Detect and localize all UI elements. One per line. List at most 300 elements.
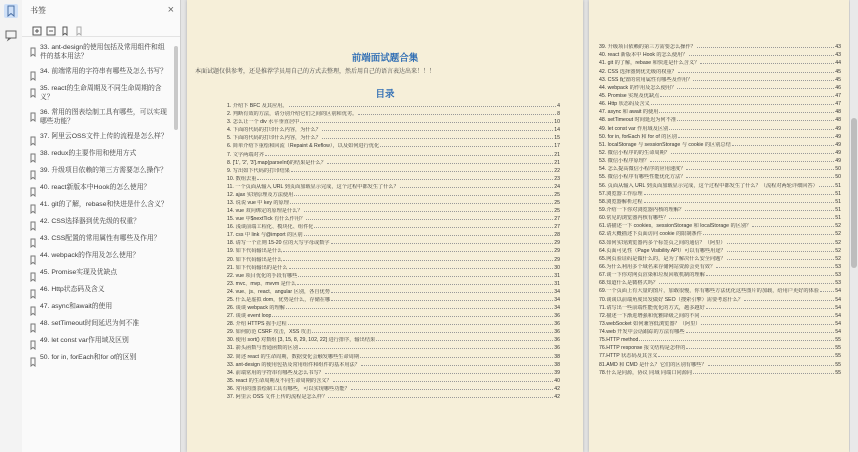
toc-entry-title: 69.一个页面上有大量的图片，加载很慢，你有哪些方法优化这些图片的加载，给用户更好的体验	[599, 288, 819, 295]
toc-entry[interactable]	[599, 335, 841, 343]
bookmark-item[interactable]	[22, 265, 172, 282]
bookmark-item-icon	[28, 85, 38, 95]
toc-entry[interactable]	[599, 107, 841, 115]
toc-entry[interactable]	[599, 221, 841, 229]
bookmark-item-label: 35. react的生命周期及不同生命周期的含义？	[40, 85, 162, 101]
toc-entry-page: 42	[554, 385, 560, 392]
toc-entry-page: 49	[835, 158, 841, 165]
toc-leader	[322, 130, 553, 131]
toc-leader	[358, 114, 556, 115]
toc-leader	[703, 234, 834, 235]
toc-entry-page: 50	[835, 166, 841, 173]
toc-leader	[298, 276, 553, 277]
toc-leader	[380, 146, 553, 147]
bookmark-item-label: 36. 常用的图表绘制工具有哪些，可以实现哪些功能？	[40, 109, 167, 125]
bookmark-list	[22, 40, 172, 452]
toc-entry[interactable]	[599, 164, 841, 172]
toc-entry-page: 34	[554, 296, 560, 303]
bookmark-item[interactable]	[22, 146, 172, 163]
bookmark-item-icon	[28, 167, 38, 177]
toc-entry-page: 28	[554, 232, 560, 239]
toc-leader	[650, 161, 834, 162]
toc-entry[interactable]	[599, 254, 841, 262]
toc-entry-title: 14. vue 双向绑定的原理是什么？	[227, 208, 303, 215]
bookmark-item-icon	[28, 269, 38, 279]
bookmark-item[interactable]	[22, 105, 172, 129]
toc-entry[interactable]	[227, 230, 560, 238]
pdf-page-left	[187, 0, 583, 452]
toc-entry[interactable]	[227, 109, 560, 117]
toc-entry-title: 15. vue 中$nextTick 有什么作用？	[227, 216, 306, 223]
toc-entry[interactable]	[599, 311, 841, 319]
toc-entry[interactable]	[227, 198, 560, 206]
toc-entry[interactable]	[227, 351, 560, 359]
toc-entry[interactable]	[599, 42, 841, 50]
toc-entry-title: 58.浏览器解析过程	[599, 198, 643, 205]
toc-entry[interactable]	[599, 132, 841, 140]
toc-entry-title: 54. 怎么提高微信小程序的应用速度？	[599, 166, 686, 173]
toc-entry[interactable]	[599, 50, 841, 58]
toc-entry-title: 23. mvc、mvp、mvvm 是什么	[227, 280, 297, 287]
bookmark-item-label: 47. async和await的使用	[40, 303, 113, 310]
toc-entry-page: 43	[835, 52, 841, 59]
toc-entry[interactable]	[227, 319, 560, 327]
toc-entry-page: 52	[835, 255, 841, 262]
toc-entry[interactable]	[227, 166, 560, 174]
toc-leader	[700, 63, 834, 64]
toc-entry[interactable]	[227, 376, 560, 384]
toc-leader	[727, 251, 834, 252]
toc-leader	[331, 292, 553, 293]
scrollbar-thumb[interactable]	[851, 118, 857, 268]
toc-entry[interactable]	[599, 99, 841, 107]
bookmark-item[interactable]	[22, 180, 172, 197]
toc-entry-page: 52	[835, 231, 841, 238]
toc-entry-title: 47. async 和 await 的使用	[599, 109, 659, 116]
comment-icon[interactable]	[4, 28, 18, 42]
toc-leader	[331, 243, 554, 244]
toc-leader	[706, 275, 834, 276]
toc-entry-title: 46. Http 状态码及含义	[599, 101, 650, 108]
toc-entry[interactable]	[599, 180, 841, 188]
toc-entry[interactable]	[599, 351, 841, 359]
toc-entry-title: 76.HTTP response 报文结构是怎样的	[599, 345, 686, 352]
bookmark-item[interactable]	[22, 299, 172, 316]
toc-entry[interactable]	[227, 222, 560, 230]
toc-entry[interactable]	[599, 237, 841, 245]
toc-leader	[272, 316, 553, 317]
toc-entry-title: 78.什么是同源，协议 同域 同端口同源同	[599, 369, 693, 376]
toc-leader	[289, 268, 554, 269]
toc-entry-title: 13. 说说 vue 中 key 的原理	[227, 200, 289, 207]
bookmark-item-label: 40. react新版本中Hook的怎么使用？	[40, 184, 151, 191]
toc-entry-page: 48	[835, 109, 841, 116]
collapse-all-icon[interactable]	[46, 23, 56, 33]
bookmark-item-icon	[28, 150, 38, 160]
toc-entry-title: 19. 如下代码输出是什么	[227, 248, 283, 255]
bookmark-item[interactable]	[22, 282, 172, 299]
toc-entry-title: 43. CSS 配置的常用属性有哪些及作用？	[599, 76, 693, 83]
bookmark-item[interactable]	[22, 231, 172, 248]
toc-entry-page: 29	[554, 256, 560, 263]
toc-leader	[325, 373, 553, 374]
toc-entry[interactable]	[227, 190, 560, 198]
toc-leader	[669, 218, 834, 219]
toc-entry[interactable]	[599, 205, 841, 213]
toc-entry[interactable]	[227, 149, 560, 157]
bookmark-item-icon	[28, 252, 38, 262]
toc-leader	[701, 324, 834, 325]
toc-entry[interactable]	[227, 254, 560, 262]
toc-entry[interactable]	[227, 311, 560, 319]
bookmark-item[interactable]	[22, 248, 172, 265]
toc-entry-page: 55	[835, 353, 841, 360]
toc-entry-title: 62.请大概描述下页面访问 cookie 的限制条件	[599, 231, 702, 238]
toc-entry-title: 25. 什么是虚拟 dom，优势是什么，存储在哪	[227, 296, 331, 303]
toc-entry-page: 36	[554, 329, 560, 336]
toc-leader	[677, 120, 834, 121]
toc-entry[interactable]	[599, 343, 841, 351]
toc-entry-title: 8. ['1', '2', '3'].map(parseInt)的结果是什么？	[227, 159, 327, 166]
toc-leader	[297, 284, 553, 285]
toc-leader	[686, 169, 834, 170]
document-title: 前端面试题合集	[351, 53, 419, 64]
bookmark-item[interactable]	[22, 163, 172, 180]
toc-entry-title: 65.网页验证码是做什么的，是为了解决什么安全问题？	[599, 255, 726, 262]
toc-leader	[678, 137, 834, 138]
bookmark-item-label: 43. CSS配置的常用属性有哪些及作用？	[40, 235, 161, 242]
toc-entry[interactable]	[227, 174, 560, 182]
toc-leader	[289, 106, 557, 107]
toc-leader	[265, 155, 553, 156]
toc-entry-title: 21. 如下代码输出的是什么	[227, 264, 288, 271]
toc-leader	[686, 348, 834, 349]
pdf-viewport	[181, 0, 858, 452]
vertical-scrollbar[interactable]	[850, 0, 858, 452]
toc-leader	[659, 112, 834, 113]
toc-entry-title: 41. git 的了解，rebase 和快进是什么含义？	[599, 60, 700, 67]
toc-leader	[304, 211, 554, 212]
toc-entry-title: 16. 浅谈前端工程化、模块化、组件化	[227, 224, 314, 231]
toc-entry-page: 4	[557, 103, 560, 110]
toc-entry[interactable]	[227, 392, 560, 400]
toc-leader	[678, 72, 834, 73]
toc-entry[interactable]	[599, 262, 841, 270]
bookmark-item-label: 33. ant-design的使用包括及常用组件和组件的基本用法？	[40, 44, 165, 60]
bookmark-item-label: 42. CSS选择器到优先级的权重？	[40, 218, 141, 225]
toc-entry-page: 49	[835, 133, 841, 140]
toc-entry[interactable]	[599, 66, 841, 74]
toc-entry-page: 43	[835, 44, 841, 51]
bookmark-item-icon	[28, 68, 38, 78]
toc-entry-page: 52	[835, 239, 841, 246]
add-bookmark-icon[interactable]	[60, 23, 70, 33]
toc-leader	[697, 47, 834, 48]
bookmark-item-label: 45. Promise实现及优缺点	[40, 269, 118, 276]
toc-leader	[660, 96, 834, 97]
toc-leader	[257, 179, 553, 180]
toc-leader	[294, 195, 553, 196]
toc-leader	[732, 145, 834, 146]
toc-entry-page: 52	[835, 223, 841, 230]
toc-leader	[671, 153, 834, 154]
toc-entry-page: 38	[554, 353, 560, 360]
toc-entry-page: 34	[554, 288, 560, 295]
toc-entry-page: 8	[557, 111, 560, 118]
toc-entry-title: 60.常见的浏览器内核有哪些？	[599, 215, 669, 222]
toc-entry[interactable]	[227, 303, 560, 311]
toc-entry-page: 51	[835, 182, 841, 189]
toc-entry-page: 34	[554, 305, 560, 312]
toc-entry[interactable]	[227, 141, 560, 149]
document-intro: 本面试题仅供参考，还是推荐学员用自己的方式去整理，然后用自己的语言表达出来！！！	[195, 69, 436, 75]
toc-entry[interactable]	[599, 270, 841, 278]
bookmark-item[interactable]	[22, 350, 172, 367]
toc-entry-title: 4. 下面的代码的打印什么内容，为什么？	[227, 127, 321, 134]
toc-entry[interactable]	[227, 287, 560, 295]
bookmark-item-icon	[28, 133, 38, 143]
toc-entry-page: 42	[554, 393, 560, 400]
bookmark-item[interactable]	[22, 214, 172, 231]
toc-entry-title: 22. vue 项目优化的手段有哪些	[227, 272, 298, 279]
toc-entry[interactable]	[599, 327, 841, 335]
toc-leader	[299, 348, 553, 349]
toc-entry[interactable]	[599, 172, 841, 180]
toc-entry-title: 12. ajax 实现原理及方法使用	[227, 191, 294, 198]
expand-all-icon[interactable]	[32, 23, 42, 33]
bookmark-item[interactable]	[22, 333, 172, 350]
toc-entry[interactable]	[599, 359, 841, 367]
toc-entry-title: 6. 简单介绍下重绘和回流（Repaint & Reflow），以及如何进行优化	[227, 143, 380, 150]
toc-leader	[361, 365, 553, 366]
toc-entry-page: 54	[835, 296, 841, 303]
toc-entry[interactable]	[227, 214, 560, 222]
toc-entry[interactable]	[227, 384, 560, 392]
toc-entry-page: 38	[554, 361, 560, 368]
toc-entry-title: 11. 一个页面从输入 URL 到页面加载显示完成，这个过程中都发生了什么？	[227, 183, 399, 190]
toc-entry-title: 32. 简述 react 的生命周期，数据变化会触发哪些生命周期	[227, 353, 360, 360]
toc-leader	[716, 267, 834, 268]
bookmark-item[interactable]	[22, 129, 172, 146]
toc-entry[interactable]	[227, 327, 560, 335]
toc-entry[interactable]	[599, 140, 841, 148]
panel-title: 书签	[30, 5, 46, 15]
toc-entry-title: 2. 判断有效的方法，请分别介绍它们之间的区别和优劣。	[227, 111, 358, 118]
toc-entry-title: 64.页面可见性（Page Visibility API）可以有哪些用途？	[599, 247, 726, 254]
toc-entry[interactable]	[227, 133, 560, 141]
toc-leader	[360, 357, 553, 358]
toc-leader	[651, 104, 834, 105]
toc-entry-page: 36	[554, 313, 560, 320]
delete-bookmark-icon[interactable]	[74, 23, 84, 33]
toc-leader	[304, 235, 554, 236]
bookmark-item-icon	[28, 235, 38, 245]
toc-entry[interactable]	[599, 189, 841, 197]
toc-entry-title: 73.webSocket 如何兼容低浏览器？（阿里）	[599, 320, 701, 327]
toc-entry[interactable]	[599, 286, 841, 294]
toc-leader	[706, 308, 834, 309]
toc-entry-title: 59.介绍一下你对浏览器内核的理解？	[599, 206, 685, 213]
toc-entry[interactable]	[599, 115, 841, 123]
toc-entry-page: 45	[835, 68, 841, 75]
toc-leader	[685, 210, 834, 211]
toc-entry-page: 21	[554, 151, 560, 158]
toc-entry-title: 26. 谈谈 webpack 的理解	[227, 305, 285, 312]
bookmark-item-icon	[28, 303, 38, 313]
toc-leader	[331, 300, 553, 301]
bookmark-item-label: 50. for in, forEach和for of的区别	[40, 354, 137, 361]
toc-entry-title: 74.web 开发中会话跟踪的方法有哪些	[599, 329, 685, 336]
toc-entry[interactable]	[599, 229, 841, 237]
toc-entry[interactable]	[227, 101, 560, 109]
toc-entry[interactable]	[599, 368, 841, 376]
toc-entry[interactable]	[599, 148, 841, 156]
toc-leader	[744, 300, 834, 301]
toc-entry[interactable]	[227, 125, 560, 133]
toc-leader	[727, 259, 835, 260]
toc-leader	[312, 332, 553, 333]
toc-entry-title: 10. 数组去重	[227, 175, 257, 182]
toc-leader	[689, 55, 835, 56]
toc-leader	[314, 227, 553, 228]
toc-entry[interactable]	[227, 246, 560, 254]
toc-entry-title: 39. 升级项目依赖的第三方需要怎么操作？	[599, 44, 696, 51]
toc-leader	[300, 122, 553, 123]
toc-entry[interactable]	[599, 75, 841, 83]
bookmark-item-label: 38. redux的主要作用和使用方式	[40, 150, 137, 157]
bookmark-icon[interactable]	[4, 4, 18, 18]
toc-entry-page: 27	[554, 224, 560, 231]
toc-entry-page: 55	[835, 369, 841, 376]
toc-leader	[283, 260, 553, 261]
toc-entry[interactable]	[599, 319, 841, 327]
toc-entry-page: 40	[554, 377, 560, 384]
toc-leader	[677, 88, 834, 89]
toc-entry[interactable]	[227, 238, 560, 246]
toc-entry-title: 5. 下面的代码的打印什么内容，为什么？	[227, 135, 321, 142]
toc-entry[interactable]	[599, 123, 841, 131]
toc-entry[interactable]	[599, 294, 841, 302]
toc-leader	[686, 177, 834, 178]
toc-entry-title: 1. 介绍下 BFC 及其应用。	[227, 103, 288, 110]
toc-entry-page: 31	[554, 272, 560, 279]
toc-entry[interactable]	[599, 246, 841, 254]
toc-entry-page: 22	[554, 167, 560, 174]
toc-entry-page: 52	[835, 247, 841, 254]
bookmark-item-label: 34. 前端常用的字符串有哪些及怎么书写？	[40, 68, 167, 75]
toc-entry-page: 36	[554, 337, 560, 344]
toc-entry-page: 54	[835, 288, 841, 295]
toc-entry[interactable]	[599, 91, 841, 99]
toc-entry-title: 77.HTTP 状态码及其含义	[599, 353, 658, 360]
toc-entry-title: 48. setTimeout 时间延迟为何不准	[599, 117, 677, 124]
toc-leader	[639, 340, 834, 341]
toc-entry-title: 37. 阿里云 OSS 文件上传的流程是怎么样？	[227, 393, 328, 400]
toc-entry[interactable]	[599, 303, 841, 311]
bookmark-item[interactable]	[22, 81, 172, 105]
toc-entry-page: 50	[835, 174, 841, 181]
toc-leader	[290, 203, 553, 204]
toc-entry[interactable]	[227, 368, 560, 376]
panel-toolbar	[22, 20, 180, 37]
toc-entry-page: 23	[554, 175, 560, 182]
bookmark-item[interactable]	[22, 64, 172, 81]
toc-entry-page: 14	[554, 127, 560, 134]
toc-entry[interactable]	[599, 278, 841, 286]
toc-entry[interactable]	[599, 83, 841, 91]
toc-right	[599, 42, 841, 376]
toc-entry-page: 36	[554, 321, 560, 328]
toc-entry-title: 29. 如何防范 CSRF 攻击，XSS 攻击	[227, 329, 312, 336]
close-icon[interactable]: ×	[167, 4, 174, 16]
pdf-page-right	[589, 0, 849, 452]
toc-entry-page: 54	[835, 329, 841, 336]
toc-entry[interactable]	[227, 117, 560, 125]
toc-entry-title: 18. 请写一个正则 15-20 位的大写字母或数字	[227, 240, 330, 247]
toc-entry-title: 45. Promise 实现及优缺点	[599, 92, 660, 99]
toc-entry-page: 17	[554, 143, 560, 150]
toc-entry-page: 10	[554, 119, 560, 126]
bookmark-item-label: 48. setTimeout时间延迟为何不准	[40, 320, 140, 327]
toc-entry-page: 55	[835, 361, 841, 368]
bookmark-item[interactable]	[22, 40, 172, 64]
toc-entry-page: 45	[835, 76, 841, 83]
toc-left	[227, 101, 560, 400]
toc-entry[interactable]	[227, 295, 560, 303]
toc-entry[interactable]	[227, 279, 560, 287]
toc-entry[interactable]	[227, 182, 560, 190]
bookmark-item-label: 44. webpack的作用及怎么使用？	[40, 252, 140, 259]
toc-entry[interactable]	[227, 206, 560, 214]
toc-entry-title: 7. 文字两端对齐	[227, 151, 264, 158]
toc-entry[interactable]	[227, 343, 560, 351]
toc-entry[interactable]	[227, 335, 560, 343]
toc-entry-page: 51	[835, 215, 841, 222]
toc-entry[interactable]	[599, 156, 841, 164]
bookmark-item-label: 49. let const var作用域及区别	[40, 337, 129, 344]
bookmark-item-icon	[28, 109, 38, 119]
toc-leader	[286, 308, 553, 309]
toc-entry-title: 31. 箭头函数与普通函数的区别	[227, 345, 298, 352]
toc-entry-page: 48	[835, 117, 841, 124]
toc-entry-page: 54	[835, 320, 841, 327]
bookmark-item-icon	[28, 337, 38, 347]
panel-scrollbar[interactable]	[174, 46, 178, 130]
toc-entry-page: 55	[835, 345, 841, 352]
toc-entry-page: 51	[835, 190, 841, 197]
toc-entry[interactable]	[599, 197, 841, 205]
toc-leader	[376, 340, 553, 341]
toc-entry[interactable]	[599, 213, 841, 221]
toc-entry[interactable]	[227, 271, 560, 279]
toc-leader	[659, 283, 834, 284]
toc-entry[interactable]	[227, 360, 560, 368]
toc-entry-title: 3. 怎么让一个 div 水平垂直居中	[227, 119, 300, 126]
toc-leader	[693, 373, 834, 374]
bookmark-item-icon	[28, 44, 38, 54]
toc-entry-page: 30	[554, 264, 560, 271]
toc-leader	[333, 381, 554, 382]
toc-entry[interactable]	[227, 263, 560, 271]
bookmark-item[interactable]	[22, 197, 172, 214]
bookmark-item[interactable]	[22, 316, 172, 333]
toc-entry-page: 53	[835, 263, 841, 270]
toc-leader	[283, 251, 553, 252]
toc-leader	[701, 316, 835, 317]
toc-entry-page: 49	[835, 149, 841, 156]
toc-entry[interactable]	[227, 158, 560, 166]
toc-entry[interactable]	[599, 58, 841, 66]
